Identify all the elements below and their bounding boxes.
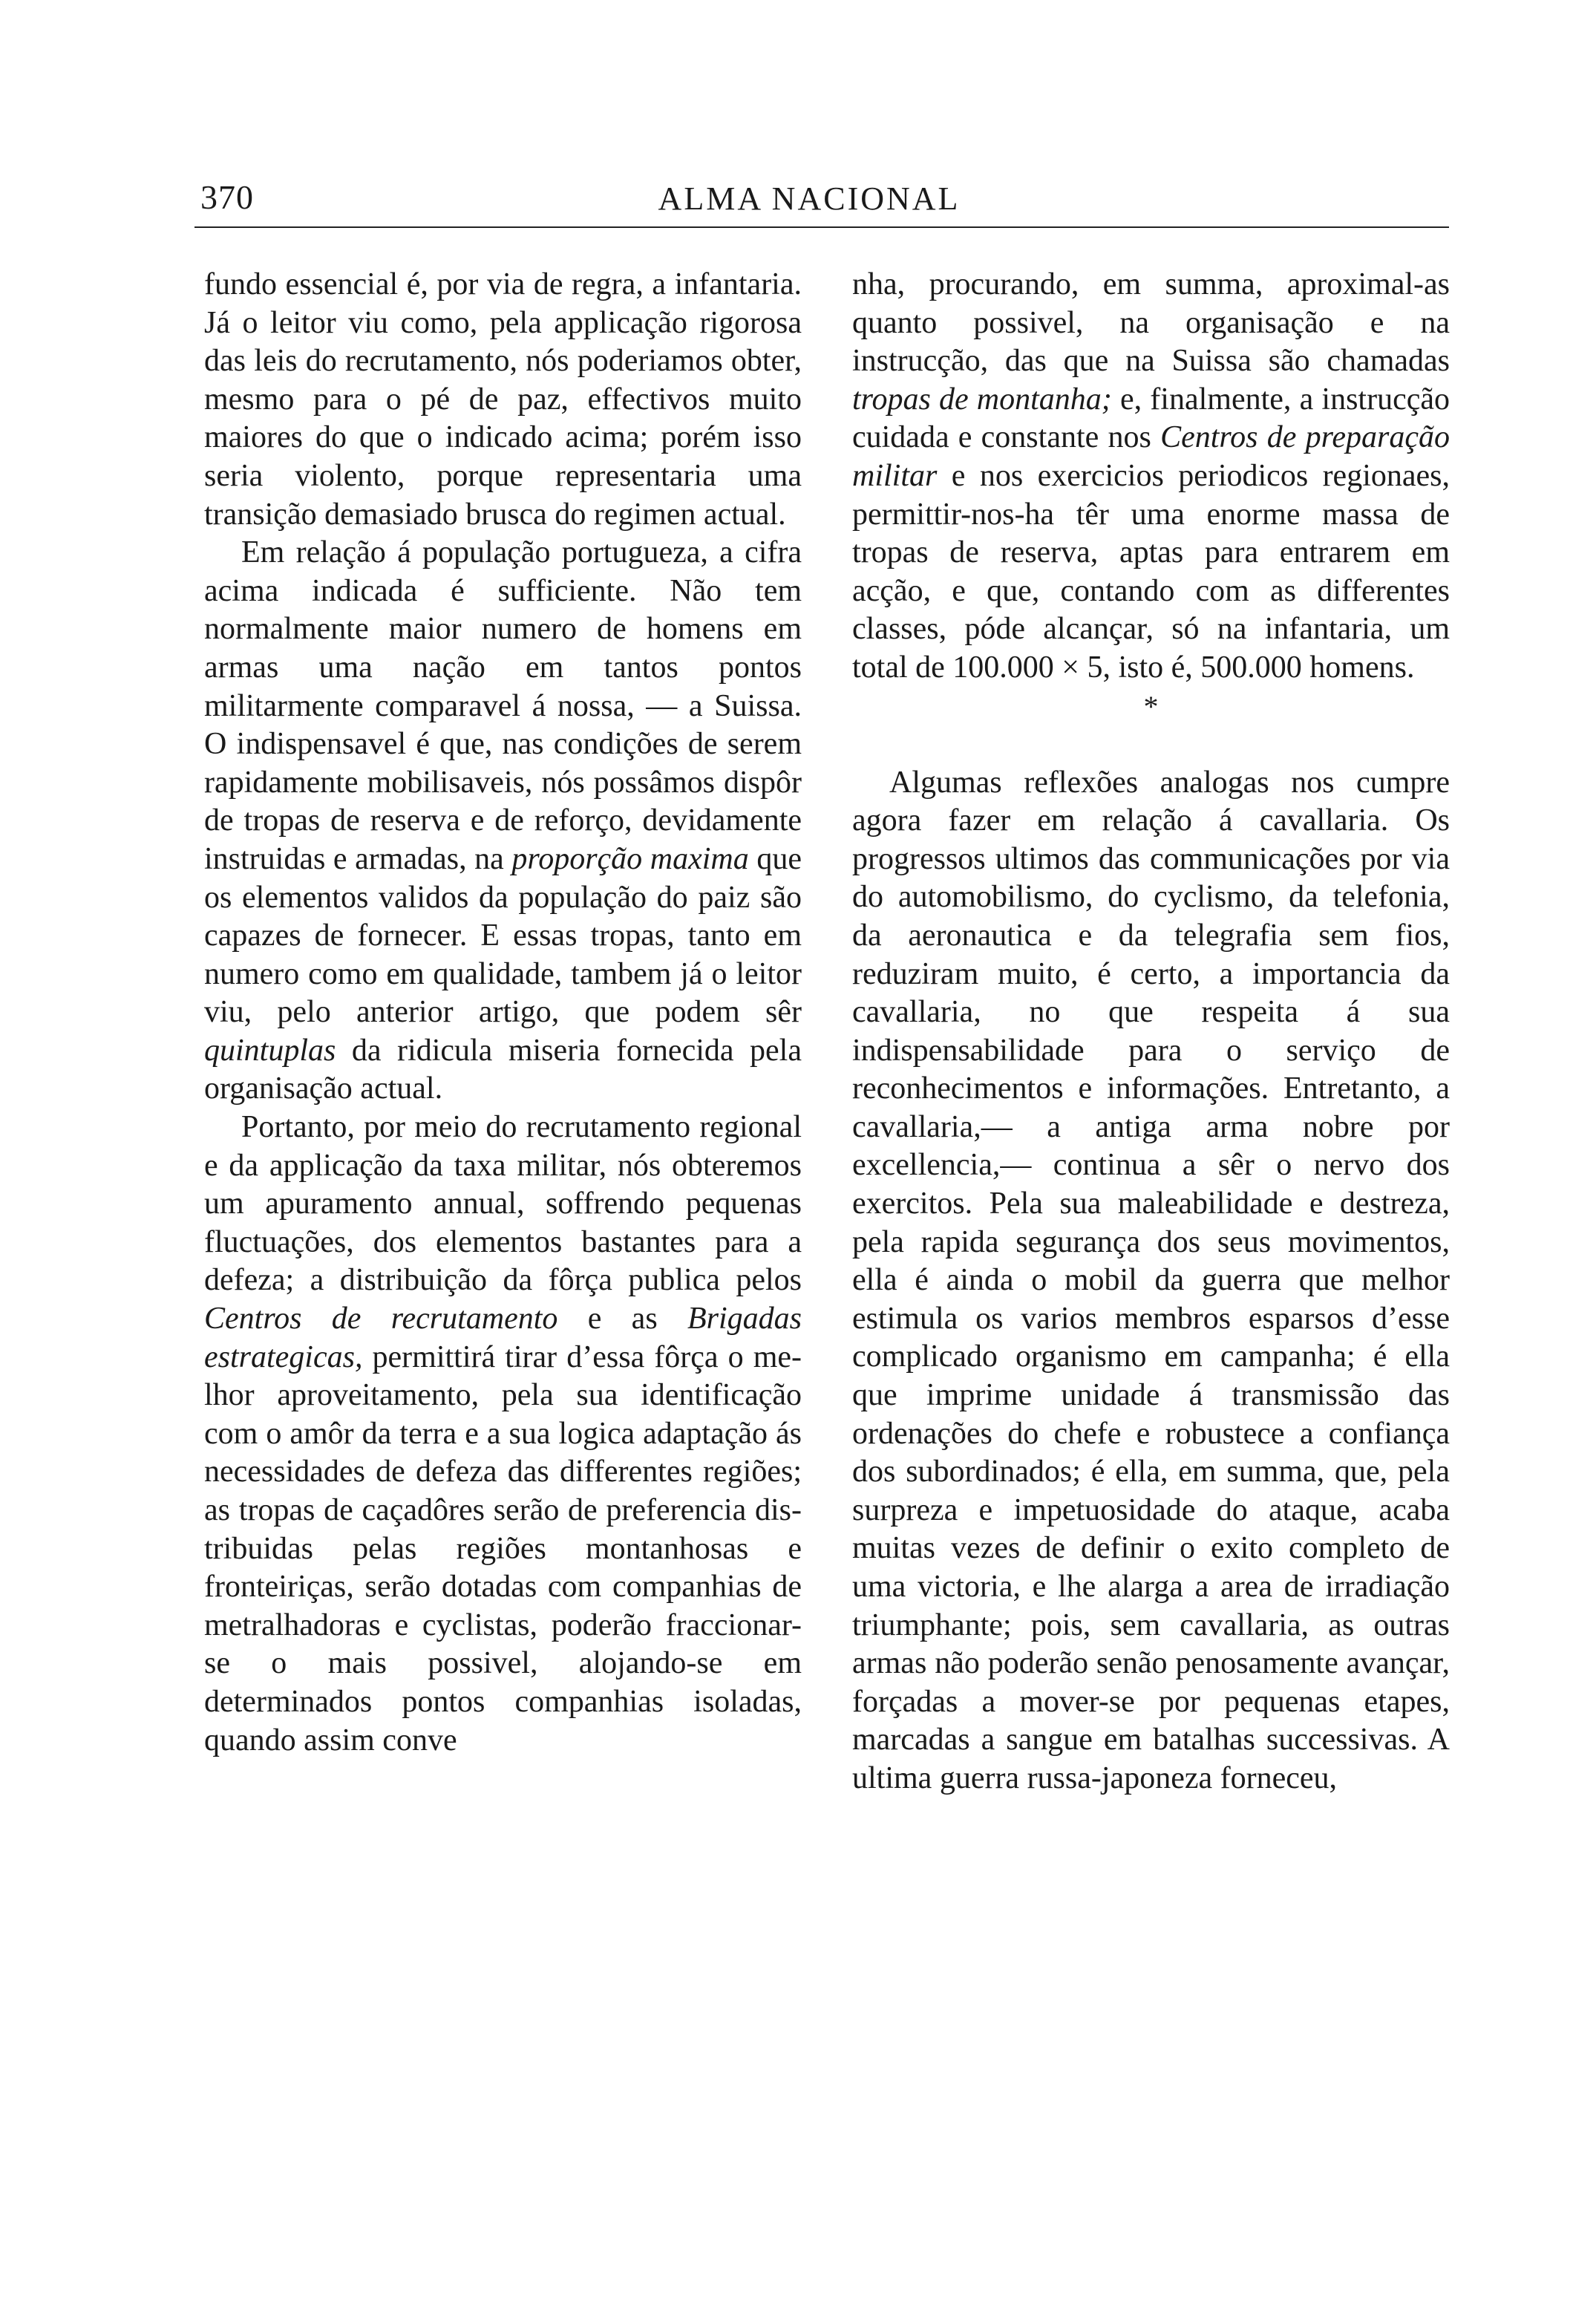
italic-run: quintuplas <box>204 1033 336 1068</box>
right-column <box>852 266 1450 1798</box>
italic-run: proporção maxima <box>511 841 749 876</box>
italic-run: Centros de recrutamento <box>204 1302 558 1336</box>
text-run: da ridicula miseria fornecida pela organisação actual. <box>204 1033 802 1106</box>
paragraph <box>204 266 802 534</box>
running-title: ALMA NACIONAL <box>658 180 961 217</box>
italic-run: Centros de preparação militar <box>852 420 1451 493</box>
text-run: e, finalmente, a instrucção cuidada e constante nos <box>852 382 1450 455</box>
paragraph <box>204 534 802 1109</box>
page-number: 370 <box>200 178 254 216</box>
text-run: fundo essencial é, por via de regra, a infantaria. Já o leitor viu como, pela applicação rigorosa das leis do recrutamento, nós poderiamos obter, mesmo para o pé de paz, effectivos muito maiores do que o indicado acima; porém isso seria violento, porque representaria uma transição demasiado brusca do regimen actual. <box>204 267 802 532</box>
text-run: permittirá tirar d’essa fôrça o melhor aproveitamento, pela sua identificação com o amôr da terra e a sua logica adaptação ás necessidades de defeza das differentes regiões; as tropas de caçadôres serão de preferencia distribuidas pelas regiões montanhosas e fronteiriças, serão dotadas com companhias de metralhadoras e cyclistas, poderão fraccionar-se o mais possivel, alojando-se em determinados pontos companhias isoladas, quando assim conve <box>204 1339 802 1757</box>
paragraph <box>204 1109 802 1760</box>
header-rule <box>194 226 1449 228</box>
paragraph <box>852 764 1450 1798</box>
text-run: e as <box>557 1302 687 1336</box>
text-run: Algumas reflexões analogas nos cumpre agora fazer em relação á cavallaria. Os progressos ultimos das communicações por via do automobilismo, do cyclismo, da telefonia, da aeronautica e da telegrafia sem fios, reduziram muito, é certo, a importancia da cavallaria, no que respeita á sua indispensabilidade para o serviço de reconhecimentos e informações. Entretanto, a cavallaria,— a antiga arma nobre por excellencia,— continua a sêr o nervo dos exercitos. Pela sua maleabilidade e destreza, pela rapida segurança dos seus movimentos, ella é ainda o mobil da guerra que melhor estimula os varios membros esparsos d’esse complicado organismo em campanha; é ella que imprime unidade á transmissão das ordenações do chefe e robustece a confiança dos subordinados; é ella, em summa, que, pela surpreza e impetuosidade do ataque, acaba muitas vezes de definir o exito completo de uma victoria, e lhe alarga a area de irradiação triumphante; pois, sem cavallaria, as outras armas não poderão senão penosamente avançar, forçadas a mover-se por pequenas etapes, marcadas a sangue em batalhas successivas. A ultima guerra russa-japoneza forneceu, <box>852 765 1450 1795</box>
text-run: e nos exercicios periodicos regionaes, permittir-nos-ha têr uma enorme massa de tropas de reserva, aptas para entrarem em acção, e que, contando com as differentes classes, póde alcançar, só na infantaria, um total de 100.000 × 5, isto é, 500.000 homens. <box>852 458 1450 685</box>
text-run: Em relação á população portugueza, a cifra acima indicada é sufficiente. Não tem normalmente maior numero de homens em armas uma nação em tantos pontos militarmente comparavel á nossa, — a Suissa. O indispensavel é que, nas condições de serem rapidamente mobilisaveis, nós possâmos dispôr de tropas de reserva e de reforço, devidamente instruidas e armadas, na <box>204 535 802 876</box>
italic-run: Brigadas estrategicas, <box>204 1302 802 1374</box>
italic-run: tropas de montanha; <box>852 382 1112 417</box>
section-separator: * <box>1143 689 1159 723</box>
left-column <box>204 266 802 1760</box>
text-run: Portanto, por meio do recrutamento regional e da applicação da taxa militar, nós obteremos um apuramento annual, soffrendo pequenas fluctuações, dos elementos bastantes para a defeza; a distribuição da fôrça publica pelos <box>204 1110 802 1298</box>
paragraph <box>852 266 1450 688</box>
text-run: que os elementos validos da população do paiz são capazes de fornecer. E essas tropas, tanto em numero como em qualidade, tambem já o leitor viu, pelo anterior artigo, que podem sêr <box>204 841 802 1030</box>
text-run: nha, procurando, em summa, aproximal-as quanto possivel, na organisação e na instrucção, das que na Suissa são chamadas <box>852 267 1450 379</box>
